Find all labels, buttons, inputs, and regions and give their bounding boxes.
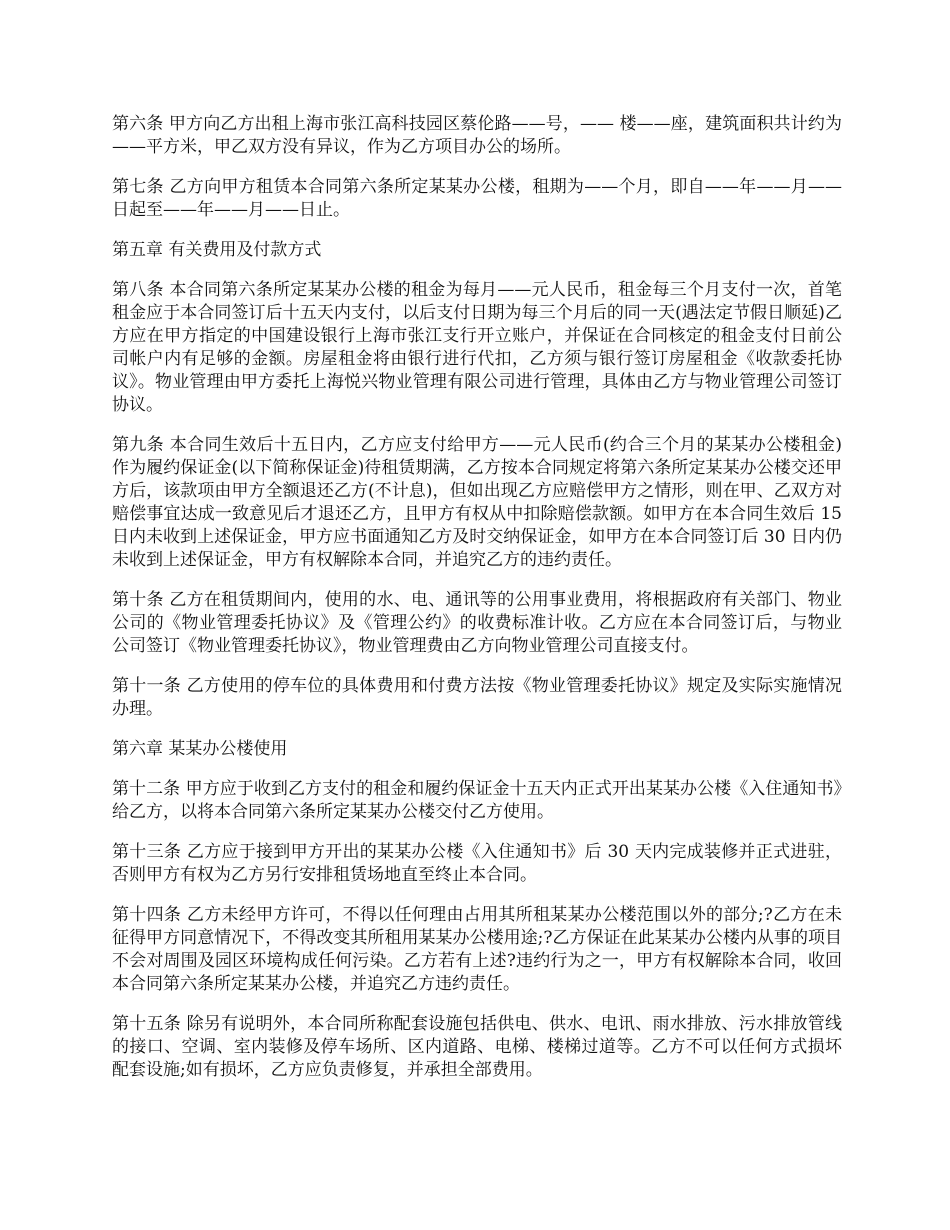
clause-14: 第十四条 乙方未经甲方许可，不得以任何理由占用其所租某某办公楼范围以外的部分;?乙方在未征得甲方同意情况下，不得改变其所租用某某办公楼用途;?乙方保证在此某某办公楼内从事的项目不会对周围及园区环境构成任何污染。乙方若有上述?违约行为之一，甲方有权解除本合同，收回本合同第六条所定某某办公楼，并追究乙方违约责任。	[112, 905, 842, 994]
clause-13: 第十三条 乙方应于接到甲方开出的某某办公楼《入住通知书》后 30 天内完成装修并正式进驻，否则甲方有权为乙方另行安排租赁场地直至终止本合同。	[112, 842, 842, 885]
clause-6: 第六条 甲方向乙方出租上海市张江高科技园区蔡伦路——号，—— 楼——座，建筑面积共计约为——平方米，甲乙双方没有异议，作为乙方项目办公的场所。	[112, 114, 842, 157]
clause-15: 第十五条 除另有说明外，本合同所称配套设施包括供电、供水、电讯、雨水排放、污水排放管线的接口、空调、室内装修及停车场所、区内道路、电梯、楼梯过道等。乙方不可以任何方式损坏配套设施;如有损坏，乙方应负责修复，并承担全部费用。	[112, 1014, 842, 1080]
chapter-5-heading: 第五章 有关费用及付款方式	[112, 240, 322, 260]
clause-8: 第八条 本合同第六条所定某某办公楼的租金为每月——元人民币，租金每三个月支付一次，首笔租金应于本合同签订后十五天内支付，以后支付日期为每三个月后的同一天(遇法定节假日顺延)乙方应在甲方指定的中国建设银行上海市张江支行开立账户，并保证在合同核定的租金支付日前公司帐户内有足够的金额。房屋租金将由银行进行代扣，乙方须与银行签订房屋租金《收款委托协议》。物业管理由甲方委托上海悦兴物业管理有限公司进行管理，具体由乙方与物业管理公司签订协议。	[112, 280, 842, 415]
chapter-6-heading: 第六章 某某办公楼使用	[112, 739, 288, 759]
clause-12: 第十二条 甲方应于收到乙方支付的租金和履约保证金十五天内正式开出某某办公楼《入住通知书》给乙方，以将本合同第六条所定某某办公楼交付乙方使用。	[112, 779, 842, 822]
clause-9: 第九条 本合同生效后十五日内，乙方应支付给甲方——元人民币(约合三个月的某某办公楼租金)作为履约保证金(以下简称保证金)待租赁期满，乙方按本合同规定将第六条所定某某办公楼交还甲方后，该款项由甲方全额退还乙方(不计息)，但如出现乙方应赔偿甲方之情形，则在甲、乙双方对赔偿事宜达成一致意见后才退还乙方，且甲方有权从中扣除赔偿款额。如甲方在本合同生效后 15 日内未收到上述保证金，甲方应书面通知乙方及时交纳保证金，如甲方在本合同签订后 30 日内仍未收到上述保证金，甲方有权解除本合同，并追究乙方的违约责任。	[112, 435, 842, 570]
contract-text-body	[112, 113, 842, 1099]
clause-7: 第七条 乙方向甲方租赁本合同第六条所定某某办公楼，租期为——个月，即自——年——月——日起至——年——月——日止。	[112, 177, 842, 220]
clause-11: 第十一条 乙方使用的停车位的具体费用和付费方法按《物业管理委托协议》规定及实际实施情况办理。	[112, 676, 842, 719]
clause-10: 第十条 乙方在租赁期间内，使用的水、电、通讯等的公用事业费用，将根据政府有关部门、物业公司的《物业管理委托协议》及《管理公约》的收费标准计收。乙方应在本合同签订后，与物业公司签订《物业管理委托协议》，物业管理费由乙方向物业管理公司直接支付。	[112, 590, 842, 656]
